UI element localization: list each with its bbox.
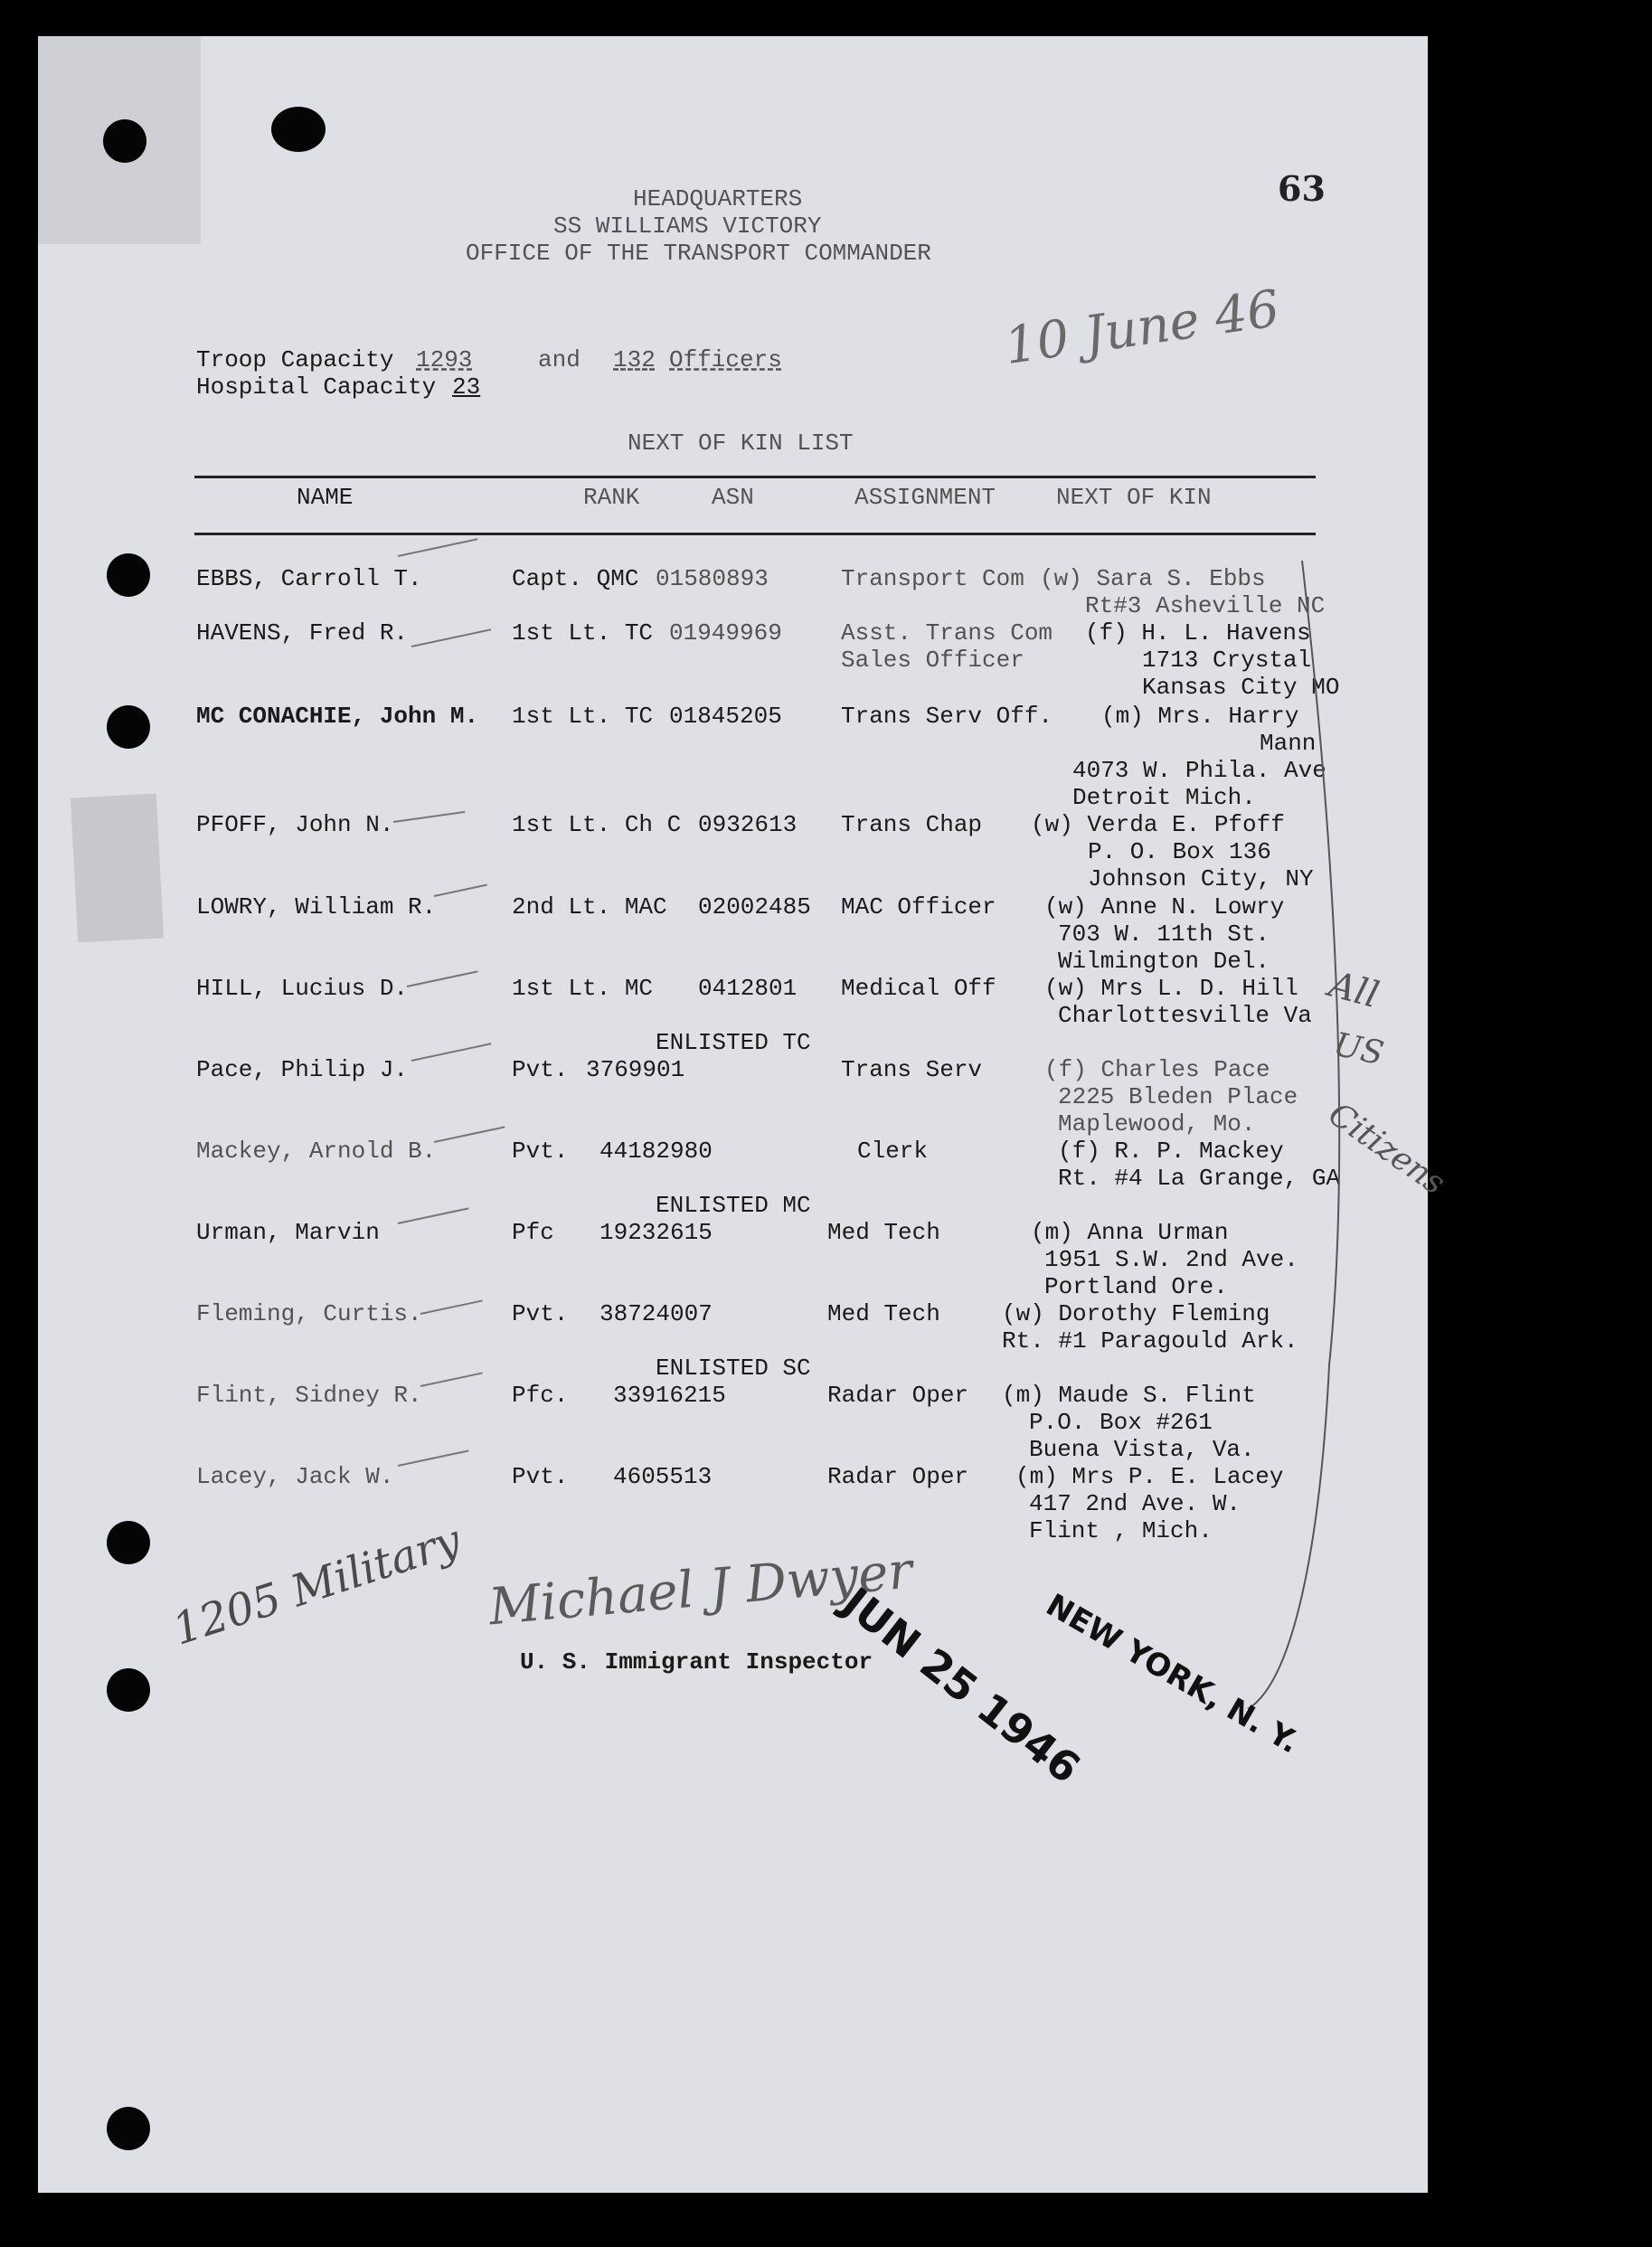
section-heading: ENLISTED MC xyxy=(656,1192,811,1219)
row-assignment: Asst. Trans Com xyxy=(841,619,1053,647)
row-kin-line: 703 W. 11th St. xyxy=(1058,921,1270,948)
row-rank: 1st Lt. Ch C xyxy=(512,811,682,838)
row-kin-line: P.O. Box #261 xyxy=(1029,1409,1213,1436)
row-kin-line: (w) Dorothy Fleming xyxy=(1002,1300,1270,1327)
punch-hole xyxy=(107,1521,150,1564)
row-kin-line: Wilmington Del. xyxy=(1058,948,1270,975)
row-rank: 2nd Lt. MAC xyxy=(512,893,667,921)
row-assignment: Trans Chap xyxy=(841,811,983,838)
row-rank: 1st Lt. MC xyxy=(512,975,654,1002)
row-kin-line: Buena Vista, Va. xyxy=(1029,1436,1255,1463)
hospital-capacity-label: Hospital Capacity xyxy=(196,373,437,401)
row-kin-line: 1951 S.W. 2nd Ave. xyxy=(1044,1246,1298,1273)
header-line-2: SS WILLIAMS VICTORY xyxy=(553,212,822,240)
inspector-signature: Michael J Dwyer xyxy=(486,1541,915,1638)
margin-note-line: All xyxy=(1324,963,1383,1017)
header-line-3: OFFICE OF THE TRANSPORT COMMANDER xyxy=(466,240,931,267)
row-assignment: Medical Off xyxy=(841,975,996,1002)
row-name: EBBS, Carroll T. xyxy=(196,565,422,592)
page-number: 63 xyxy=(1278,168,1326,209)
capacity-and: and xyxy=(538,346,581,373)
row-rank: Capt. QMC xyxy=(512,565,639,592)
punch-hole xyxy=(107,1668,150,1712)
row-kin-line: Flint , Mich. xyxy=(1029,1517,1213,1544)
row-kin-line: Detroit Mich. xyxy=(1072,784,1256,811)
row-asn: 01845205 xyxy=(669,703,782,730)
column-header-next-of-kin: NEXT OF KIN xyxy=(1056,484,1212,511)
column-header-assignment: ASSIGNMENT xyxy=(854,484,996,511)
row-asn: 4605513 xyxy=(613,1463,713,1490)
row-kin-line: 2225 Bleden Place xyxy=(1058,1083,1298,1110)
row-kin-line: P. O. Box 136 xyxy=(1088,838,1271,865)
row-name: Mackey, Arnold B. xyxy=(196,1138,437,1165)
row-assignment: Trans Serv xyxy=(841,1056,983,1083)
row-asn: 19232615 xyxy=(599,1219,713,1246)
row-kin-line: (f) H. L. Havens xyxy=(1085,619,1311,647)
row-kin-line: Portland Ore. xyxy=(1044,1273,1228,1300)
officers-capacity-value: 132 xyxy=(613,346,656,373)
row-kin-line: (m) Maude S. Flint xyxy=(1002,1382,1256,1409)
row-asn: 0412801 xyxy=(698,975,798,1002)
margin-note-line: Citizens xyxy=(1321,1095,1452,1203)
row-kin-line: (w) Sara S. Ebbs xyxy=(1040,565,1266,592)
row-kin-line: (w) Mrs L. D. Hill xyxy=(1044,975,1298,1002)
punch-hole xyxy=(107,705,150,749)
troop-capacity-value: 1293 xyxy=(416,346,473,373)
row-name: HAVENS, Fred R. xyxy=(196,619,409,647)
row-asn: 38724007 xyxy=(599,1300,713,1327)
row-assignment: MAC Officer xyxy=(841,893,996,921)
inspector-title: U. S. Immigrant Inspector xyxy=(520,1648,873,1676)
row-name: HILL, Lucius D. xyxy=(196,975,409,1002)
row-name: LOWRY, William R. xyxy=(196,893,437,921)
row-kin-line: (f) Charles Pace xyxy=(1044,1056,1270,1083)
row-kin-line: Johnson City, NY xyxy=(1088,865,1314,892)
row-kin-line: Mann xyxy=(1260,730,1317,757)
section-heading: ENLISTED TC xyxy=(656,1029,811,1056)
row-assignment: Transport Com xyxy=(841,565,1024,592)
row-asn: 02002485 xyxy=(698,893,811,921)
row-name: Lacey, Jack W. xyxy=(196,1463,394,1490)
table-top-rule xyxy=(194,476,1316,478)
row-rank: Pvt. xyxy=(512,1300,569,1327)
row-assignment: Trans Serv Off. xyxy=(841,703,1053,730)
margin-bracket xyxy=(1239,552,1383,1817)
row-assignment: Med Tech xyxy=(827,1300,940,1327)
row-assignment: Radar Oper xyxy=(827,1463,969,1490)
officers-label: Officers xyxy=(669,346,782,373)
row-name: Flint, Sidney R. xyxy=(196,1382,422,1409)
row-kin-line: (w) Verda E. Pfoff xyxy=(1031,811,1285,838)
row-kin-line: (m) Anna Urman xyxy=(1031,1219,1229,1246)
punch-hole xyxy=(107,553,150,597)
row-asn: 01580893 xyxy=(656,565,769,592)
hospital-capacity-value: 23 xyxy=(452,373,481,401)
row-kin-line: Kansas City MO xyxy=(1142,674,1340,701)
header-line-1: HEADQUARTERS xyxy=(633,185,803,212)
table-header-rule xyxy=(194,533,1316,535)
row-name: Urman, Marvin xyxy=(196,1219,380,1246)
row-rank: Pvt. xyxy=(512,1138,569,1165)
row-rank: Pfc xyxy=(512,1219,554,1246)
row-name: Pace, Philip J. xyxy=(196,1056,409,1083)
row-kin-line: Maplewood, Mo. xyxy=(1058,1110,1256,1138)
row-name: PFOFF, John N. xyxy=(196,811,394,838)
row-rank: 1st Lt. TC xyxy=(512,619,654,647)
row-kin-line: Charlottesville Va xyxy=(1058,1002,1312,1029)
column-header-name: NAME xyxy=(297,484,354,511)
row-rank: 1st Lt. TC xyxy=(512,703,654,730)
ink-blot xyxy=(271,107,326,152)
column-header-rank: RANK xyxy=(583,484,640,511)
date-note: 10 June 46 xyxy=(1000,279,1283,376)
row-rank: Pvt. xyxy=(512,1463,569,1490)
row-asn: 44182980 xyxy=(599,1138,713,1165)
row-name: Fleming, Curtis. xyxy=(196,1300,422,1327)
punch-hole xyxy=(103,119,146,163)
punch-hole xyxy=(107,2107,150,2150)
row-asn: 33916215 xyxy=(613,1382,726,1409)
row-kin-line: Rt. #1 Paragould Ark. xyxy=(1002,1327,1298,1355)
row-asn: 3769901 xyxy=(586,1056,685,1083)
row-kin-line: (w) Anne N. Lowry xyxy=(1044,893,1285,921)
row-kin-line: Rt#3 Asheville NC xyxy=(1085,592,1326,619)
place-stamp: NEW YORK, N. Y. xyxy=(1040,1587,1306,1761)
troop-capacity-label: Troop Capacity xyxy=(196,346,394,373)
row-kin-line: Rt. #4 La Grange, GA xyxy=(1058,1165,1341,1192)
row-rank: Pfc. xyxy=(512,1382,569,1409)
row-kin-line: (f) R. P. Mackey xyxy=(1058,1138,1284,1165)
row-asn: 0932613 xyxy=(698,811,798,838)
margin-note-line: US xyxy=(1330,1025,1387,1073)
list-title: NEXT OF KIN LIST xyxy=(628,430,854,457)
row-kin-line: 1713 Crystal xyxy=(1142,647,1312,674)
row-rank: Pvt. xyxy=(512,1056,569,1083)
row-kin-line: 4073 W. Phila. Ave xyxy=(1072,757,1326,784)
row-assignment: Sales Officer xyxy=(841,647,1024,674)
column-header-asn: ASN xyxy=(712,484,754,511)
tape-mark xyxy=(71,794,164,943)
row-assignment: Clerk xyxy=(857,1138,929,1165)
row-assignment: Radar Oper xyxy=(827,1382,969,1409)
row-kin-line: 417 2nd Ave. W. xyxy=(1029,1490,1241,1517)
military-count-note: 1205 Military xyxy=(166,1515,467,1656)
row-name: MC CONACHIE, John M. xyxy=(196,703,479,730)
date-stamp: JUN 25 1946 xyxy=(833,1578,1090,1793)
row-asn: 01949969 xyxy=(669,619,782,647)
row-kin-line: (m) Mrs P. E. Lacey xyxy=(1015,1463,1284,1490)
section-heading: ENLISTED SC xyxy=(656,1355,811,1382)
row-kin-line: (m) Mrs. Harry xyxy=(1101,703,1299,730)
row-assignment: Med Tech xyxy=(827,1219,940,1246)
